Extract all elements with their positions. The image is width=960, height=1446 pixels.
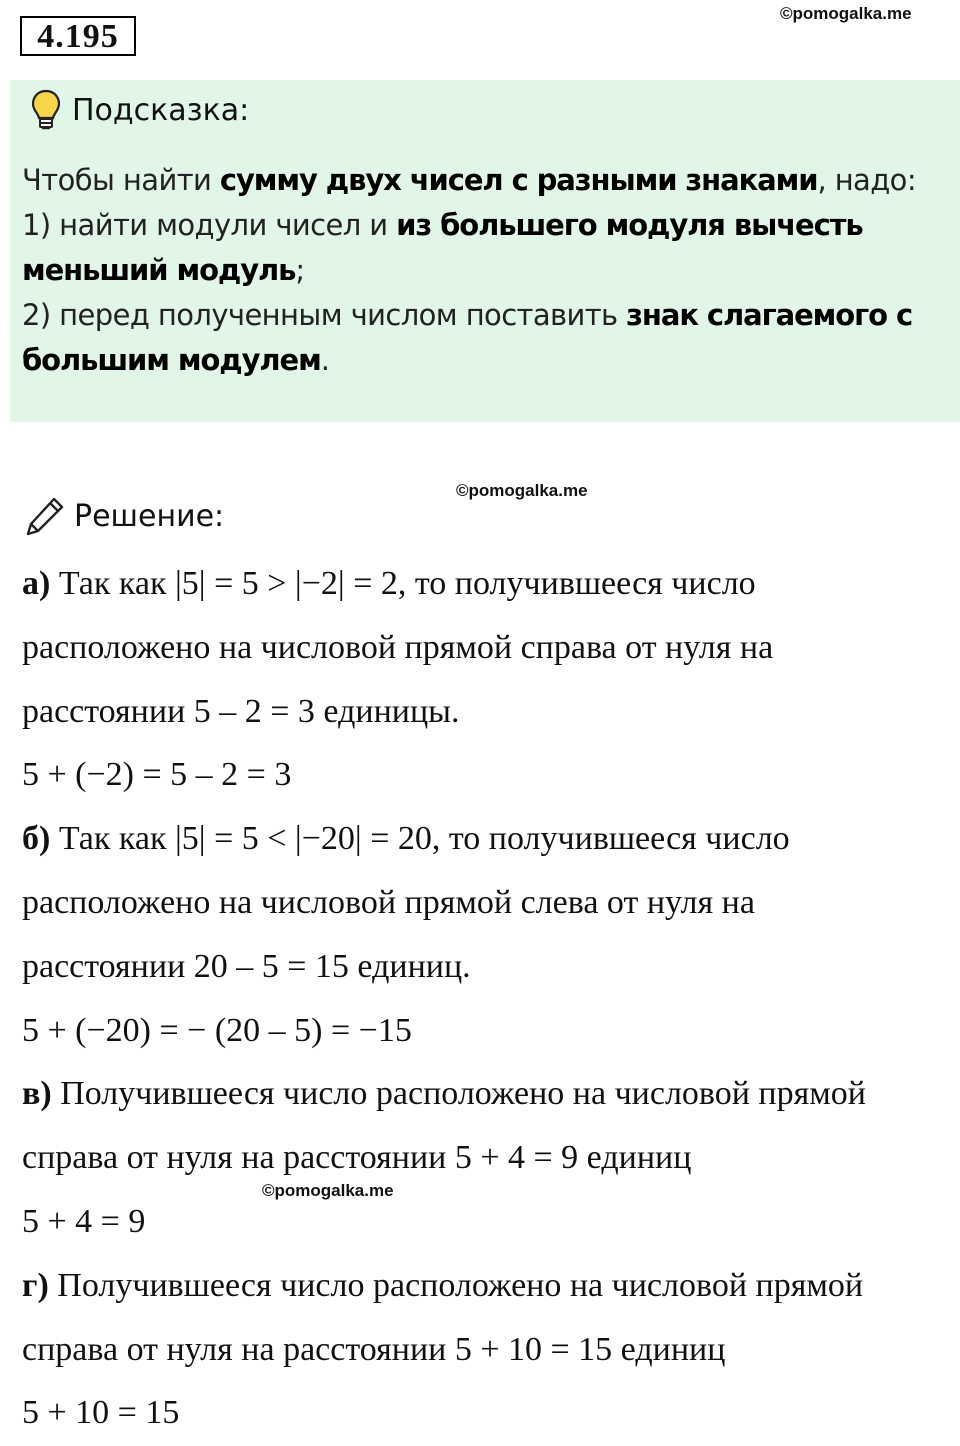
- lightbulb-icon: [30, 88, 62, 132]
- part-b-line-1: [22, 807, 952, 871]
- hint-text-3b: знак слагаемого с большим модулем: [22, 298, 913, 377]
- part-a-line-3: расстоянии 5 – 2 = 3 единицы.: [22, 692, 460, 730]
- hint-text-2b: из большего модуля вычесть меньший модуль: [22, 208, 863, 287]
- hint-text-1c: , надо:: [817, 163, 916, 197]
- part-a-line-1: [22, 552, 952, 616]
- watermark-top: ©pomogalka.me: [780, 4, 912, 23]
- hint-text-1b: сумму двух чисел с разными знаками: [219, 163, 818, 197]
- watermark-bottom: ©pomogalka.me: [262, 1181, 394, 1200]
- hint-text-3a: 2) перед полученным числом поставить: [22, 298, 627, 332]
- watermark-middle: ©pomogalka.me: [456, 481, 588, 500]
- part-g-line-2: справа от нуля на расстоянии 5 + 10 = 15 единиц: [22, 1330, 726, 1368]
- hint-title: Подсказка:: [72, 92, 250, 128]
- part-b-calc: 5 + (−20) = − (20 – 5) = −15: [22, 1011, 412, 1049]
- part-b-line-3: расстоянии 20 – 5 = 15 единиц.: [22, 947, 471, 985]
- hint-header: [30, 88, 249, 132]
- part-b-text-1: Так как |5| = 5 < |−20| = 20, то получившееся число: [50, 820, 790, 858]
- part-b-line-2: расположено на числовой прямой слева от нуля на: [22, 883, 755, 921]
- part-v-line-1: [22, 1062, 952, 1126]
- hint-text-3c: .: [320, 343, 330, 377]
- pencil-icon: [24, 495, 66, 537]
- part-v-calc: 5 + 4 = 9: [22, 1202, 146, 1240]
- solution-header: [24, 494, 224, 538]
- hint-text: [22, 158, 942, 383]
- hint-text-2a: 1) найти модули чисел и: [22, 208, 397, 242]
- part-a-text-1: Так как |5| = 5 > |−2| = 2, то получившееся число: [50, 565, 756, 602]
- part-a-label: а): [22, 565, 51, 602]
- task-number: 4.195: [20, 16, 136, 56]
- part-g-line-1: [22, 1254, 952, 1318]
- part-a-calc: 5 + (−2) = 5 – 2 = 3: [22, 756, 292, 794]
- part-g-text-1: Получившееся число расположено на числовой прямой: [48, 1266, 864, 1304]
- part-v-text-1: Получившееся число расположено на числовой прямой: [51, 1075, 866, 1113]
- part-a-line-2: расположено на числовой прямой справа от нуля на: [22, 628, 774, 666]
- part-b-label: б): [22, 820, 51, 858]
- part-v-line-2: справа от нуля на расстоянии 5 + 4 = 9 единиц: [22, 1139, 692, 1177]
- hint-box: [10, 80, 960, 422]
- solution-title: Решение:: [74, 498, 225, 534]
- solution-body: [22, 552, 952, 1445]
- part-g-label: г): [22, 1266, 49, 1304]
- hint-text-1a: Чтобы найти: [22, 163, 220, 197]
- part-g-calc: 5 + 10 = 15: [22, 1394, 180, 1432]
- hint-text-2c: ;: [295, 253, 305, 287]
- part-v-label: в): [22, 1075, 52, 1113]
